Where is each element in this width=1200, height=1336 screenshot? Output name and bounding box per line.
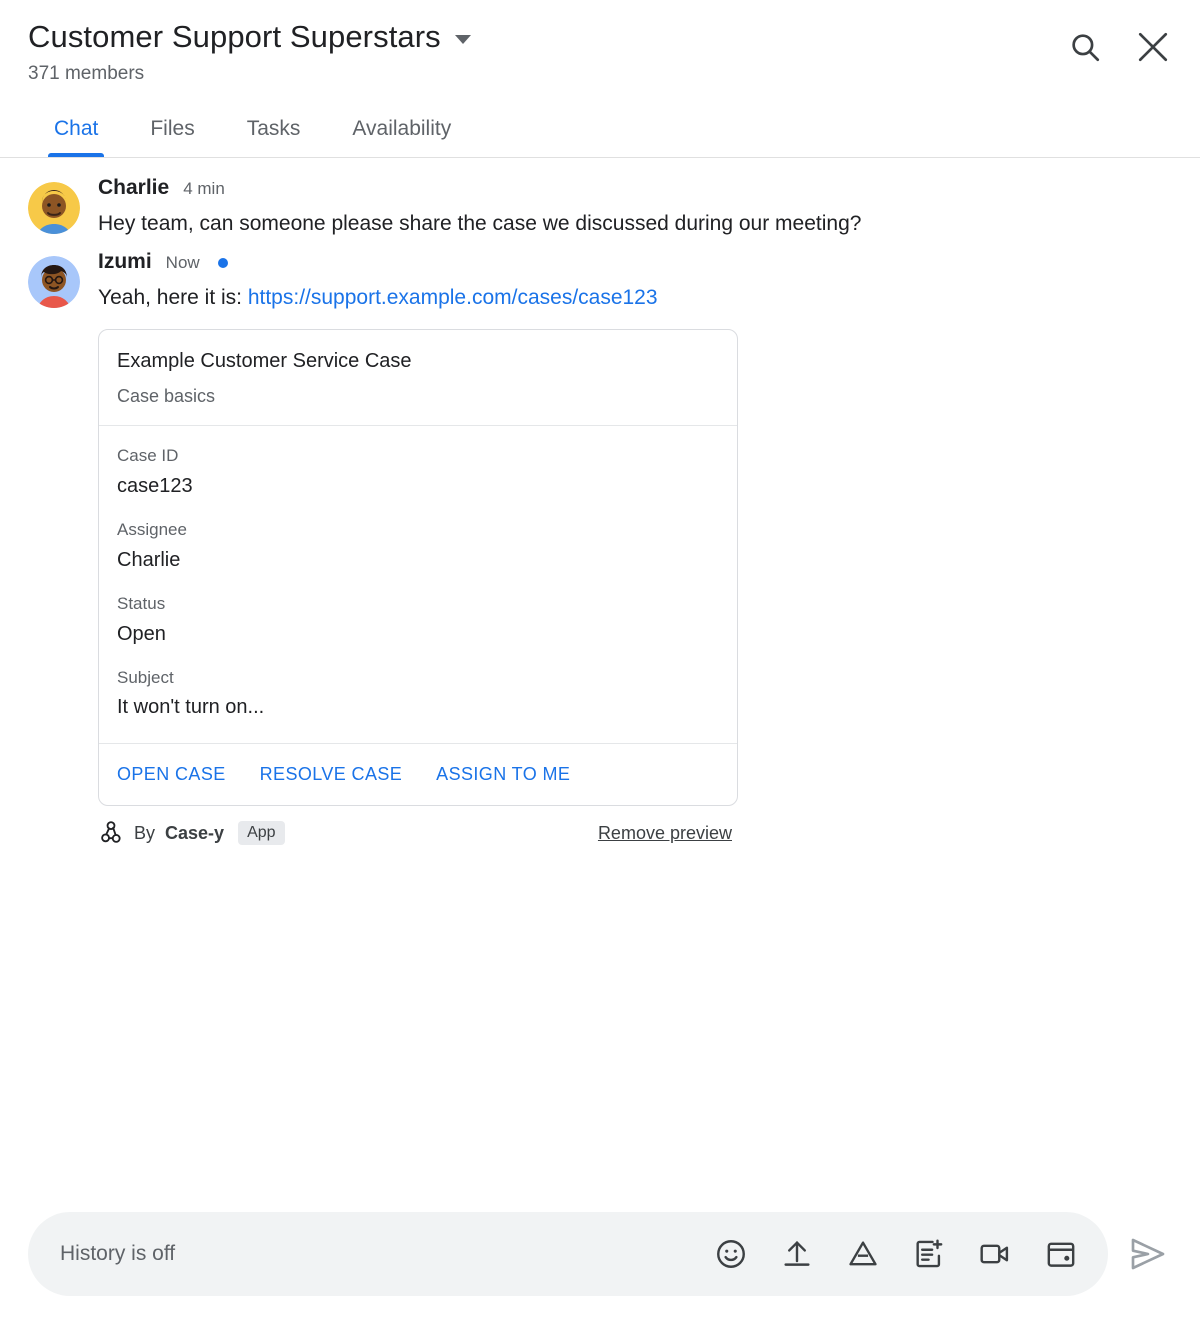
case-link[interactable]: https://support.example.com/cases/case123	[247, 285, 658, 309]
video-call-icon[interactable]	[978, 1237, 1012, 1271]
message-header	[98, 250, 1172, 274]
attribution-left	[98, 820, 285, 846]
collapse-icon[interactable]	[1136, 30, 1170, 64]
member-count: 371 members	[28, 63, 145, 85]
message-body	[98, 176, 1172, 240]
field-label: Status	[117, 593, 166, 613]
search-icon[interactable]	[1068, 30, 1102, 64]
tab-availability[interactable]: Availability	[326, 107, 477, 157]
message-item	[28, 250, 1172, 847]
message-text: Hey team, can someone please share the case we discussed during our meeting?	[98, 212, 862, 236]
field-case-id	[117, 444, 719, 500]
message-header	[98, 176, 1172, 200]
card-fields	[99, 426, 737, 744]
field-value: case123	[117, 474, 193, 497]
send-icon[interactable]	[1124, 1234, 1172, 1274]
message-input[interactable]	[58, 1241, 714, 1267]
avatar[interactable]	[28, 256, 80, 308]
message-text-prefix: Yeah, here it is:	[98, 285, 248, 309]
composer-bar	[0, 1196, 1200, 1336]
card-actions	[99, 744, 737, 805]
card-header	[99, 330, 737, 426]
field-value: Charlie	[117, 548, 181, 571]
message-sender: Charlie	[98, 176, 170, 200]
tab-files[interactable]: Files	[124, 107, 220, 157]
field-assignee	[117, 518, 719, 574]
message-item	[28, 176, 1172, 240]
unread-dot-icon	[218, 258, 228, 268]
app-badge: App	[238, 821, 284, 845]
composer[interactable]	[28, 1212, 1108, 1296]
field-subject	[117, 666, 719, 722]
remove-preview-button[interactable]: Remove preview	[592, 822, 738, 845]
message-body	[98, 250, 1172, 847]
emoji-icon[interactable]	[714, 1237, 748, 1271]
field-value: Open	[117, 622, 166, 645]
resolve-case-button[interactable]: RESOLVE CASE	[259, 764, 403, 785]
calendar-icon[interactable]	[1044, 1237, 1078, 1271]
message-text	[98, 282, 998, 314]
field-label: Subject	[117, 667, 174, 687]
upload-icon[interactable]	[780, 1237, 814, 1271]
card-subtitle: Case basics	[117, 386, 216, 407]
message-sender: Izumi	[98, 249, 152, 273]
attribution-by-label: By	[134, 822, 156, 843]
field-value: It won't turn on...	[117, 696, 265, 719]
tab-tasks[interactable]: Tasks	[221, 107, 327, 157]
field-label: Assignee	[117, 519, 187, 539]
avatar[interactable]	[28, 182, 80, 234]
room-title-row[interactable]	[28, 18, 1172, 55]
tab-bar	[0, 107, 1200, 158]
open-case-button[interactable]: OPEN CASE	[117, 764, 226, 785]
drive-icon[interactable]	[846, 1237, 880, 1271]
new-document-icon[interactable]	[912, 1237, 946, 1271]
field-label: Case ID	[117, 446, 179, 466]
composer-icons	[714, 1237, 1078, 1271]
room-header	[0, 0, 1200, 85]
message-list	[0, 158, 1200, 1196]
case-preview-card	[98, 329, 738, 806]
field-status	[117, 592, 719, 648]
page-title: Customer Support Superstars	[28, 19, 441, 54]
message-timestamp: 4 min	[183, 179, 225, 199]
assign-to-me-button[interactable]: ASSIGN TO ME	[436, 764, 571, 785]
message-timestamp: Now	[165, 252, 200, 272]
card-attribution	[98, 820, 738, 846]
webhook-icon	[98, 820, 124, 846]
tab-chat[interactable]: Chat	[28, 107, 124, 157]
header-actions	[1068, 30, 1170, 64]
chevron-down-icon[interactable]	[455, 35, 471, 44]
attribution-app-name: Case-y	[165, 822, 225, 843]
card-title: Example Customer Service Case	[117, 350, 412, 373]
